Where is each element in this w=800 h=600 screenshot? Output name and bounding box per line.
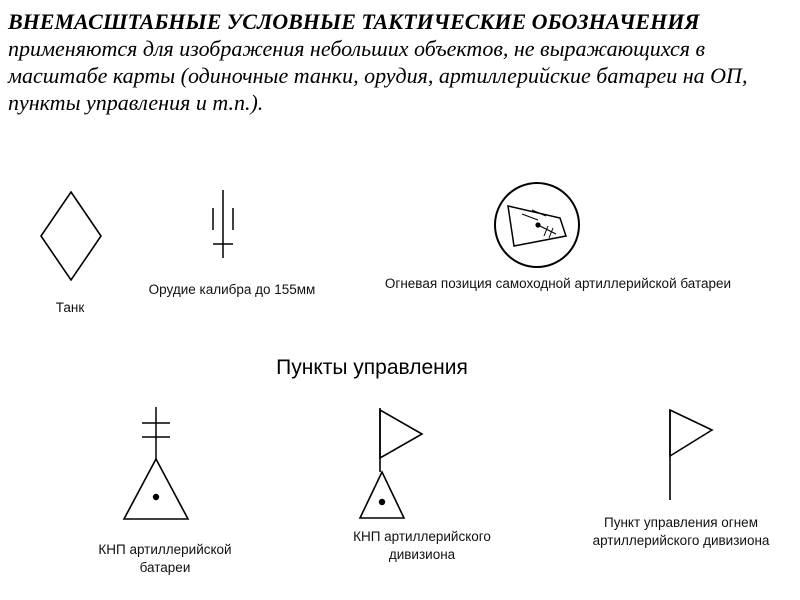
intro-lead: ВНЕМАСШТАБНЫЕ УСЛОВНЫЕ ТАКТИЧЕСКИЕ ОБОЗНАЧЕНИЯ [8,9,700,34]
intro-paragraph [8,8,794,116]
rhombus-tank-icon [36,188,106,284]
intro-text: применяются для изображения небольших объектов, не выражающихся в масштабе карты (одиночные танки, орудия, артиллерийские батареи на ОП, пункты управления и т.п.). [8,36,748,115]
gun-icon [205,188,241,260]
battery-observation-post-icon [118,405,194,523]
division-observation-post-icon [358,404,428,522]
caption-fire-control: Пункт управления огнем артиллерийского дивизиона [592,515,770,548]
caption-battery-position: Огневая позиция самоходной артиллерийской батареи [384,276,732,291]
sp-battery-position-icon [492,180,582,270]
caption-gun: Орудие калибра до 155мм [148,282,316,297]
caption-tank: Танк [55,300,85,315]
fire-control-post-flag-icon [660,406,720,504]
caption-battery-knp: КНП артиллерийской батареи [98,542,232,575]
section-title-command-posts: Пункты управления [276,356,468,379]
caption-division-knp: КНП артиллерийского дивизиона [353,529,491,562]
